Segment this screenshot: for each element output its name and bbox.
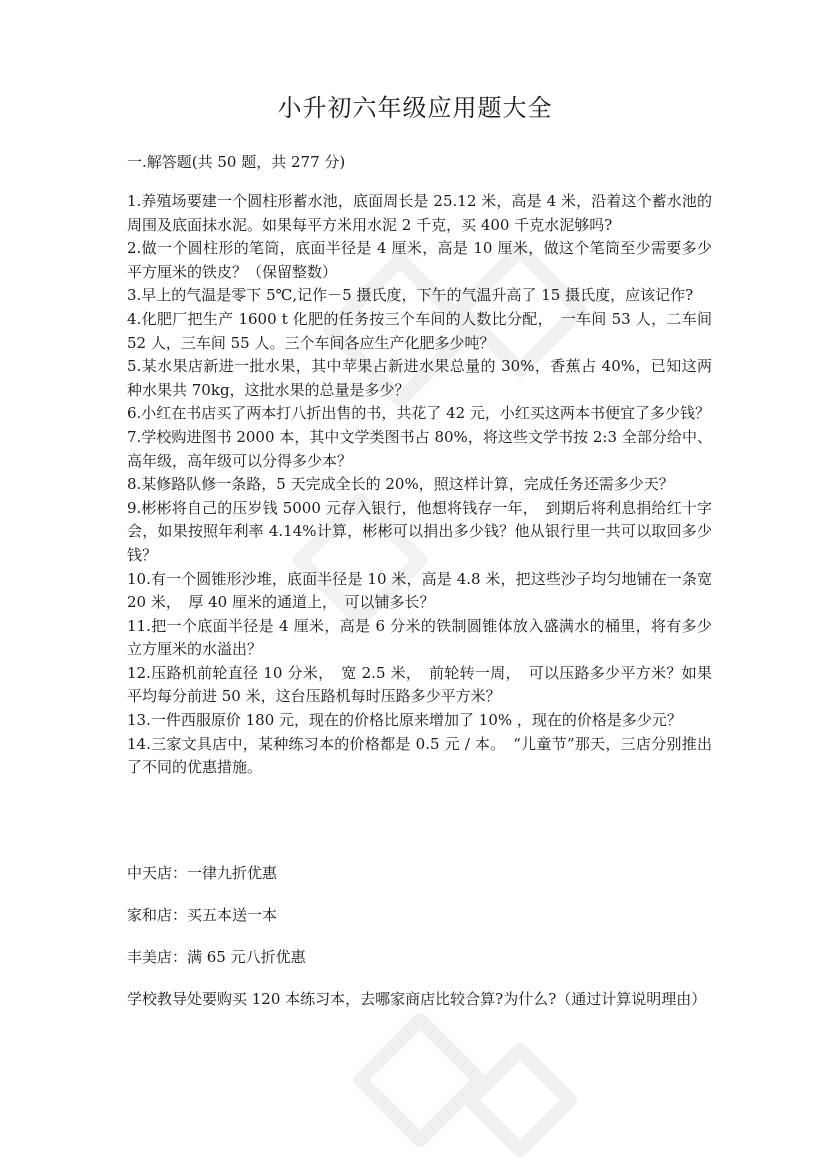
question-item: 2.做一个圆柱形的笔筒，底面半径是 4 厘米，高是 10 厘米，做这个笔筒至少需要多少平方厘米的铁皮？（保留整数）	[127, 239, 712, 281]
store-jiahe-offer: 家和店：买五本送一本	[127, 906, 278, 924]
question-item: 3.早上的气温是零下 5℃,记作－5 摄氏度，下午的气温升高了 15 摄氏度，应该记作?	[127, 286, 694, 305]
question-item: 4.化肥厂把生产 1600 t 化肥的任务按三个车间的人数比分配， 一车间 53 人，二车间 52 人，三车间 55 人。三个车间各应生产化肥多少吨？	[127, 309, 712, 352]
question-item: 14.三家文具店中，某种练习本的价格都是 0.5 元 / 本。 “儿童节”那天，三店分别推出了不同的优惠措施。	[127, 734, 712, 777]
watermark-diamond-4	[360, 1020, 480, 1140]
question-item: 1.养殖场要建一个圆柱形蓄水池，底面周长是 25.12 米，高是 4 米，沿着这个蓄水池的周围及底面抹水泥。如果每平方米用水泥 2 千克，买 400 千克水泥够吗?	[127, 192, 712, 234]
question-item: 10.有一个圆锥形沙堆，底面半径是 10 米，高是 4.8 米，把这些沙子均匀地铺在一条宽 20 米， 厚 40 厘米的通道上， 可以铺多长？	[127, 569, 712, 612]
question-item: 7.学校购进图书 2000 本，其中文学类图书占 80%，将这些文学书按 2:3 全部分给中、高年级，高年级可以分得多少本？	[127, 427, 712, 470]
section-heading: 一.解答题(共 50 题，共 277 分)	[127, 153, 346, 171]
question-item: 8.某修路队修一条路，5 天完成全长的 20%，照这样计算，完成任务还需多少天？	[127, 475, 674, 494]
watermark-diamond-5	[470, 1050, 570, 1150]
question-item: 6.小红在书店买了两本打八折出售的书，共花了 42 元，小红买这两本书便宜了多少钱？	[127, 404, 710, 423]
store-fengmei-offer: 丰美店：满 65 元八折优惠	[127, 948, 306, 966]
page-title: 小升初六年级应用题大全	[277, 94, 553, 122]
question-item: 5.某水果店新进一批水果，其中苹果占新进水果总量的 30%，香蕉占 40%，已知这两种水果共 70kg，这批水果的总量是多少？	[127, 357, 712, 399]
question-item: 11.把一个底面半径是 4 厘米，高是 6 分米的铁制圆锥体放入盛满水的桶里，将有多少立方厘米的水溢出？	[127, 616, 712, 659]
q14-question: 学校教导处要购买 120 本练习本，去哪家商店比较合算?为什么?（通过计算说明理由）	[127, 990, 707, 1008]
question-item: 9.彬彬将自己的压岁钱 5000 元存入银行，他想将钱存一年， 到期后将利息捐给红十字会，如果按照年利率 4.14%计算，彬彬可以捐出多少钱？他从银行里一共可以取回多少钱？	[127, 498, 712, 564]
question-item: 13.一件西服原价 180 元，现在的价格比原来增加了 10% ，现在的价格是多少元？	[127, 711, 682, 730]
store-zhongtian-offer: 中天店：一律九折优惠	[127, 864, 278, 882]
question-list	[127, 190, 712, 780]
question-item: 12.压路机前轮直径 10 分米， 宽 2.5 米， 前轮转一周， 可以压路多少平方米？如果平均每分前进 50 米，这台压路机每时压路多少平方米？	[127, 663, 712, 706]
